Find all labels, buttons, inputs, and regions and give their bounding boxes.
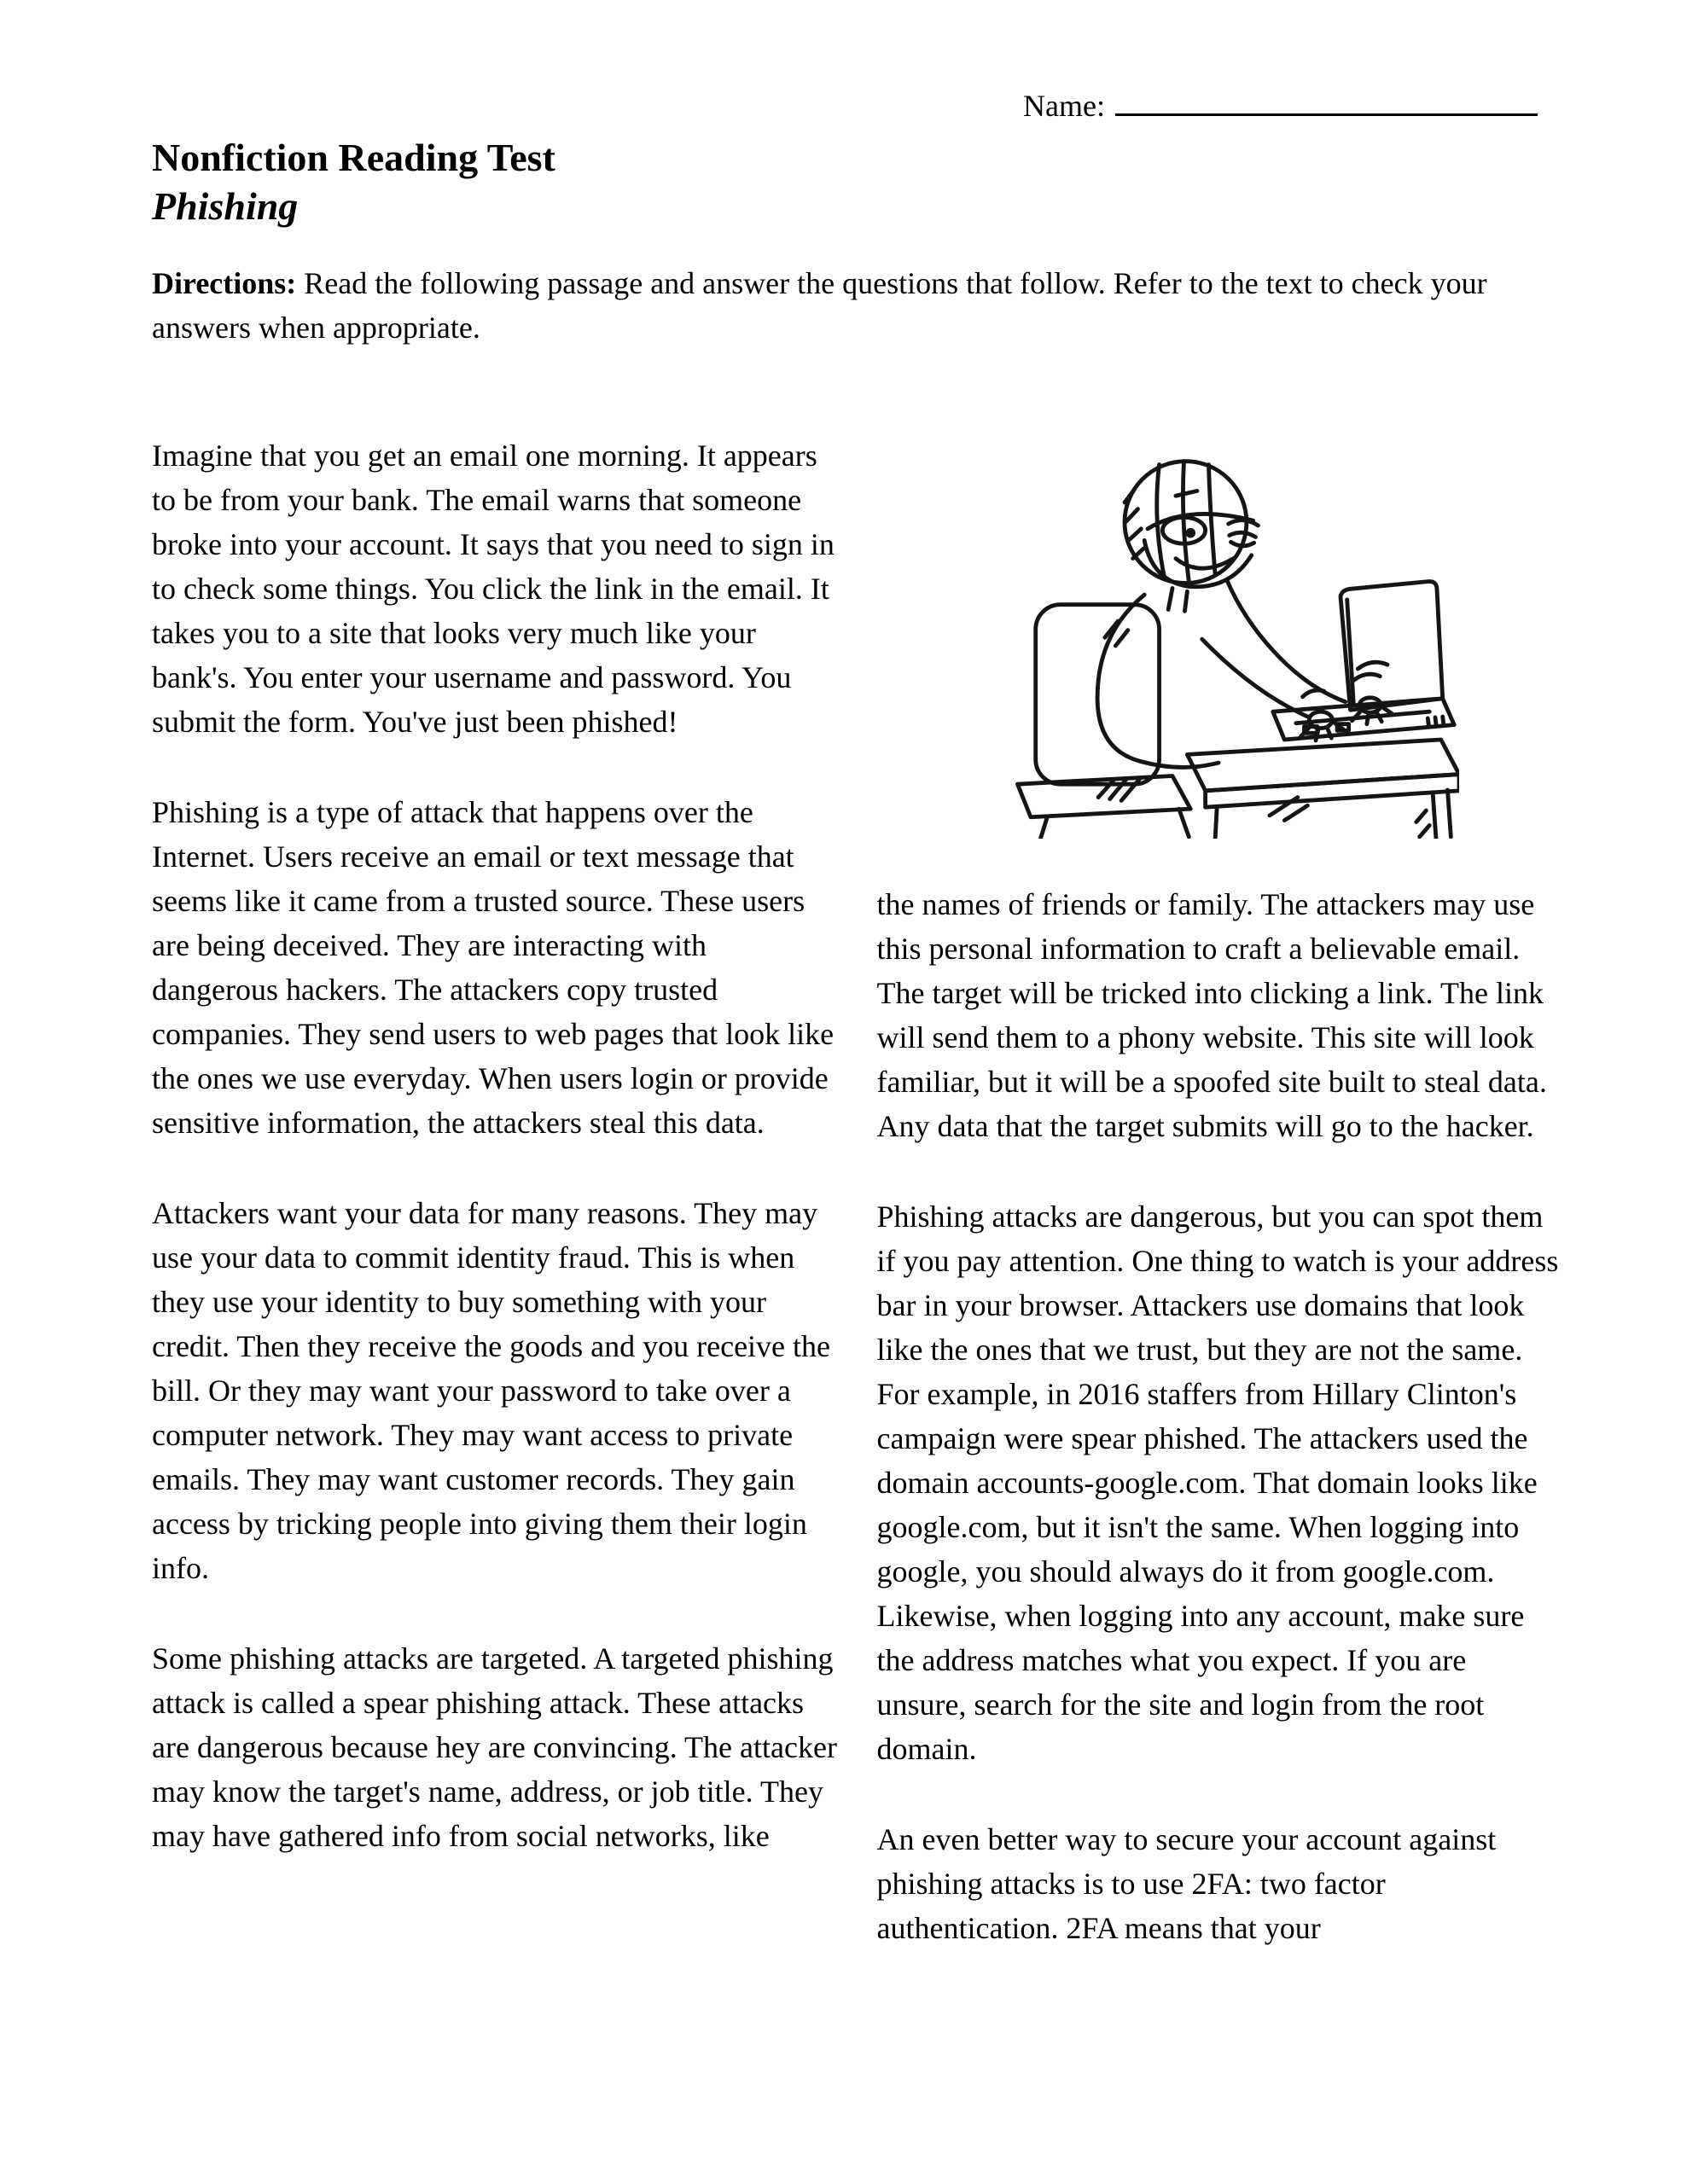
- title-block: [152, 133, 1563, 230]
- passage-paragraph: An even better way to secure your account against phishing attacks is to use 2FA: two factor authentication. 2FA means that your: [876, 1822, 1497, 1945]
- passage-columns: [152, 433, 1563, 1996]
- directions: [152, 261, 1563, 350]
- passage-paragraph: Phishing is a type of attack that happens over the Internet. Users receive an email or text message that seems like it came from a trusted source. These users are being deceived. They are interacting with dangerous hackers. The attackers copy trusted companies. They send users to web pages that look like the ones we use everyday. When users login or provide sensitive information, the attackers steal this data.: [152, 795, 835, 1140]
- directions-text: Read the following passage and answer the questions that follow. Refer to the text to check your answers when appropriate.: [152, 266, 1487, 345]
- passage-right-column: [877, 433, 1564, 1996]
- passage-left-column: [152, 433, 839, 1996]
- passage-paragraph: Phishing attacks are dangerous, but you can spot them if you pay attention. One thing to watch is your address bar in your browser. Attackers use domains that look like the ones that we trust, but they are not the same. For example, in 2016 staffers from Hillary Clinton's campaign were spear phished. The attackers used the domain accounts-google.com. That domain looks like google.com, but it isn't the same. When logging into google, you should always do it from google.com. Likewise, when logging into any account, make sure the address matches what you expect. If you are unsure, search for the site and login from the root domain.: [876, 1199, 1559, 1766]
- page-title: Nonfiction Reading Test: [152, 136, 555, 179]
- name-field: [152, 81, 1563, 128]
- passage-paragraph: Some phishing attacks are targeted. A targeted phishing attack is called a spear phishing attack. These attacks are dangerous because hey are convincing. The attacker may know the target's name, address, or job title. They may have gathered info from social networks, like: [152, 1641, 837, 1853]
- name-label: Name:: [1023, 89, 1105, 123]
- directions-label: Directions:: [152, 266, 297, 300]
- masked-hacker-typing-on-laptop-drawing: [981, 427, 1459, 839]
- page-subtitle: Phishing: [152, 184, 299, 228]
- hacker-illustration: [877, 427, 1564, 853]
- passage-paragraph: the names of friends or family. The attackers may use this personal information to craft a believable email. The target will be tricked into clicking a link. The link will send them to a phony website. This site will look familiar, but it will be a spoofed site built to steal data. Any data that the target submits will go to the hacker.: [876, 887, 1547, 1143]
- passage-paragraph: Imagine that you get an email one morning. It appears to be from your bank. The email warns that someone broke into your account. It says that you need to sign in to check some things. You click the link in the email. It takes you to a site that looks very much like your bank's. You enter your username and password. You submit the form. You've just been phished!: [152, 439, 835, 739]
- passage-paragraph: Attackers want your data for many reasons. They may use your data to commit identity fraud. This is when they use your identity to buy something with your credit. Then they receive the goods and you receive the bill. Or they may want your password to take over a computer network. They may want access to private emails. They may want customer records. They gain access by tricking people into giving them their login info.: [152, 1196, 831, 1585]
- name-blank-line: [1115, 81, 1538, 116]
